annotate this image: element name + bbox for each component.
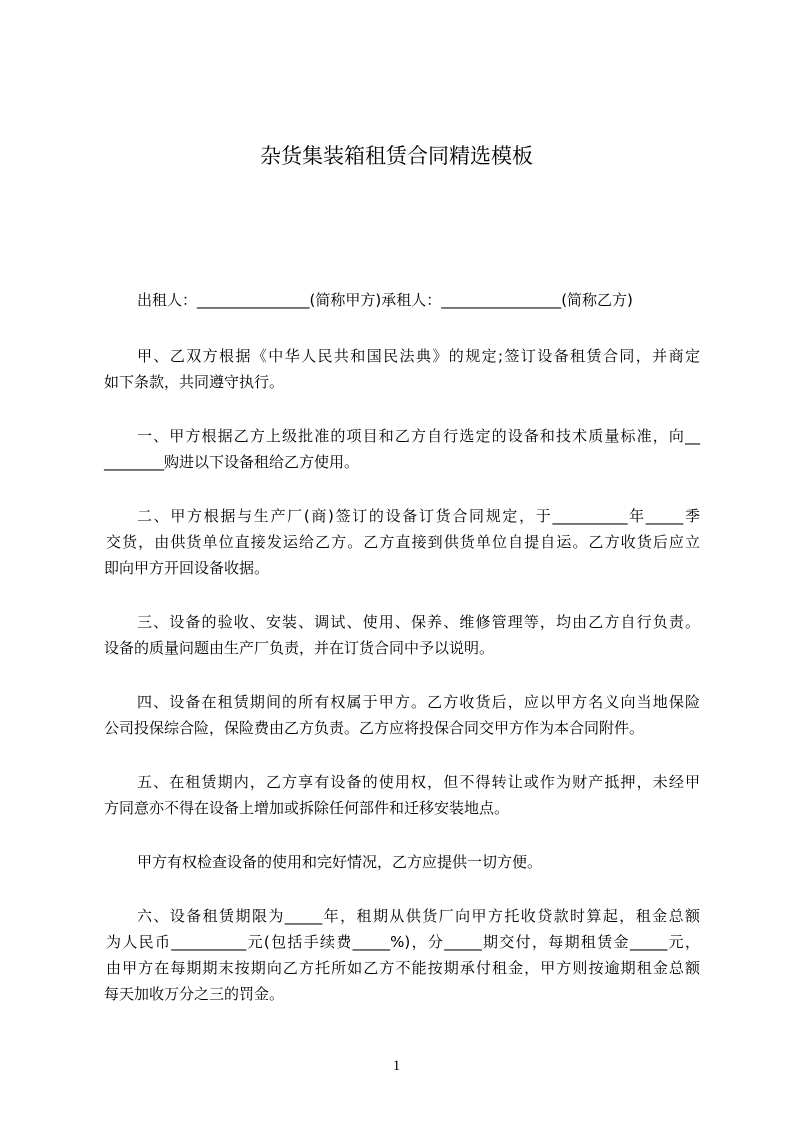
clause-4-line-2: 公司投保综合险，保险费由乙方负责。乙方应将投保合同交甲方作为本合同附件。 [104, 719, 645, 737]
clause-3-line-1: 三、设备的验收、安装、调试、使用、保养、维修管理等，均由乙方自行负责。 [137, 613, 700, 631]
clause-2-line-1: 二、甲方根据与生产厂(商)签订的设备订货合同规定，于__________年_____季 [137, 507, 700, 525]
clause-6-line-1: 六、设备租赁期限为_____年，租期从供货厂向甲方托收贷款时算起，租金总额 [137, 907, 700, 925]
preamble-line-2: 如下条款，共同遵守执行。 [104, 373, 285, 391]
inspection-line: 甲方有权检查设备的使用和完好情况，乙方应提供一切方便。 [137, 853, 543, 871]
clause-2-line-2: 交货，由供货单位直接发运给乙方。乙方直接到供货单位自提自运。乙方收货后应立 [106, 533, 700, 551]
clause-6-line-2: 为人民币__________元(包括手续费_____%)，分_____期交付，每期租赁金_____元， [106, 933, 700, 951]
preamble-line-1: 甲、乙双方根据《中华人民共和国民法典》的规定;签订设备租赁合同，并商定 [137, 347, 700, 365]
clause-2-line-3: 即向甲方开回设备收据。 [104, 559, 270, 577]
clause-1-line-1: 一、甲方根据乙方上级批准的项目和乙方自行选定的设备和技术质量标准，向__ [137, 427, 700, 445]
clause-6-line-4: 每天加收万分之三的罚金。 [104, 985, 285, 1003]
clause-1-line-2: ________购进以下设备租给乙方使用。 [104, 453, 360, 471]
clause-5-line-1: 五、在租赁期内，乙方享有设备的使用权，但不得转让或作为财产抵押，未经甲 [137, 773, 700, 791]
clause-5-line-2: 方同意亦不得在设备上增加或拆除任何部件和迁移安装地点。 [104, 799, 510, 817]
clause-4-line-1: 四、设备在租赁期间的所有权属于甲方。乙方收货后，应以甲方名义向当地保险 [137, 693, 700, 711]
page-number: 1 [392, 1058, 401, 1074]
parties-line: 出租人：_______________(简称甲方)承租人：________________(简称乙方) [137, 291, 633, 309]
clause-3-line-2: 设备的质量问题由生产厂负责，并在订货合同中予以说明。 [104, 639, 495, 657]
clause-6-line-3: 由甲方在每期期末按期向乙方托所如乙方不能按期承付租金，甲方则按逾期租金总额 [106, 959, 700, 977]
document-title: 杂货集装箱租赁合同精选模板 [260, 144, 533, 168]
